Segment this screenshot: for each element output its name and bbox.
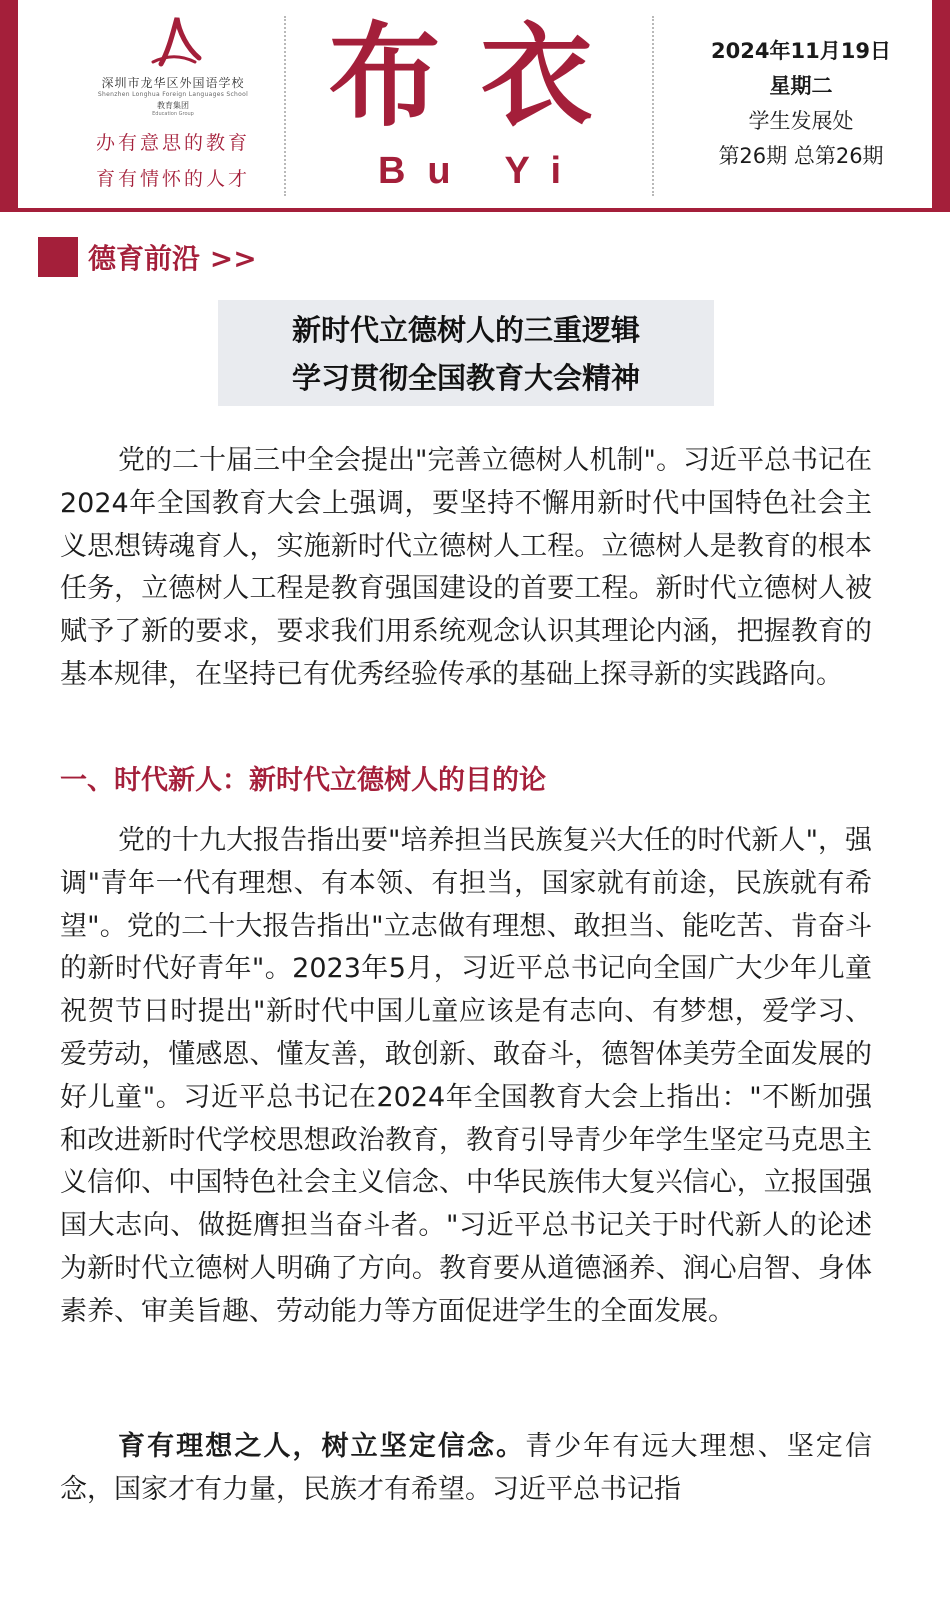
masthead-title: 布衣 [328,11,633,142]
motto-line-2: 育有情怀的人才 [95,168,250,190]
school-name-cn: 深圳市龙华区外国语学校 [101,76,245,90]
paragraph-text [60,1426,872,1512]
article-title-box [218,300,714,406]
left-accent-bar [0,0,18,212]
issue-info [670,34,932,174]
issue-number: 第26期 总第26期 [718,144,884,168]
article-paragraph-1 [60,440,872,697]
masthead-pinyin: Bu Yi [377,150,584,192]
school-logo-icon [143,12,203,72]
newsletter-header [18,0,932,212]
masthead [308,12,653,202]
article-paragraph-3 [60,1426,872,1512]
header-divider-right [652,16,654,196]
motto-line-1: 办有意思的教育 [95,132,250,154]
article-title: 新时代立德树人的三重逻辑 [291,313,640,347]
section-heading-1: 一、时代新人：新时代立德树人的目的论 [60,765,546,796]
group-name-cn: 教育集团 [157,101,189,110]
issue-date: 2024年11月19日 [711,39,891,63]
paragraph-lead: 育有理想之人，树立坚定信念。 [118,1431,526,1462]
group-name-en: Education Group [152,111,194,117]
right-accent-bar [932,0,950,212]
section-title: 德育前沿 >> [88,242,257,275]
paragraph-text: 党的十九大报告指出要"培养担当民族复兴大任的时代新人"，强调"青年一代有理想、有本领、有担当，国家就有前途，民族就有希望"。党的二十大报告指出"立志做有理想、敢担当、能吃苦、肯奋斗的新时代好青年"。2023年5月，习近平总书记向全国广大少年儿童祝贺节日时提出"新时代中国儿童应该是有志向、有梦想，爱学习、爱劳动，懂感恩、懂友善，敢创新、敢奋斗，德智体美劳全面发展的好儿童"。习近平总书记在2024年全国教育大会上指出："不断加强和改进新时代学校思想政治教育，教育引导青少年学生坚定马克思主义信仰、中国特色社会主义信念、中华民族伟大复兴信心，立报国强国大志向、做挺膺担当奋斗者。"习近平总书记关于时代新人的论述为新时代立德树人明确了方向。教育要从道德涵养、润心启智、身体素养、审美旨趣、劳动能力等方面促进学生的全面发展。 [60,825,872,1327]
article-subtitle: 学习贯彻全国教育大会精神 [291,361,640,395]
issue-weekday: 星期二 [769,74,833,98]
section-tag [38,236,257,278]
header-divider-left [284,16,286,196]
article-paragraph-2 [60,820,872,1334]
school-name-en: Shenzhen Longhua Foreign Languages School [97,91,249,98]
paragraph-body: 青少年有远大理想、坚定信念，国家才有力量，民族才有希望。习近平总书记指 [60,1431,873,1505]
issue-department: 学生发展处 [748,109,854,133]
paragraph-text: 党的二十届三中全会提出"完善立德树人机制"。习近平总书记在2024年全国教育大会上强调，要坚持不懈用新时代中国特色社会主义思想铸魂育人，实施新时代立德树人工程。立德树人是教育的根本任务，立德树人工程是教育强国建设的首要工程。新时代立德树人被赋予了新的要求，要求我们用系统观念认识其理论内涵，把握教育的基本规律，在坚持已有优秀经验传承的基础上探寻新的实践路向。 [60,445,872,690]
school-logo-block [58,12,288,197]
section-marker [38,237,78,277]
